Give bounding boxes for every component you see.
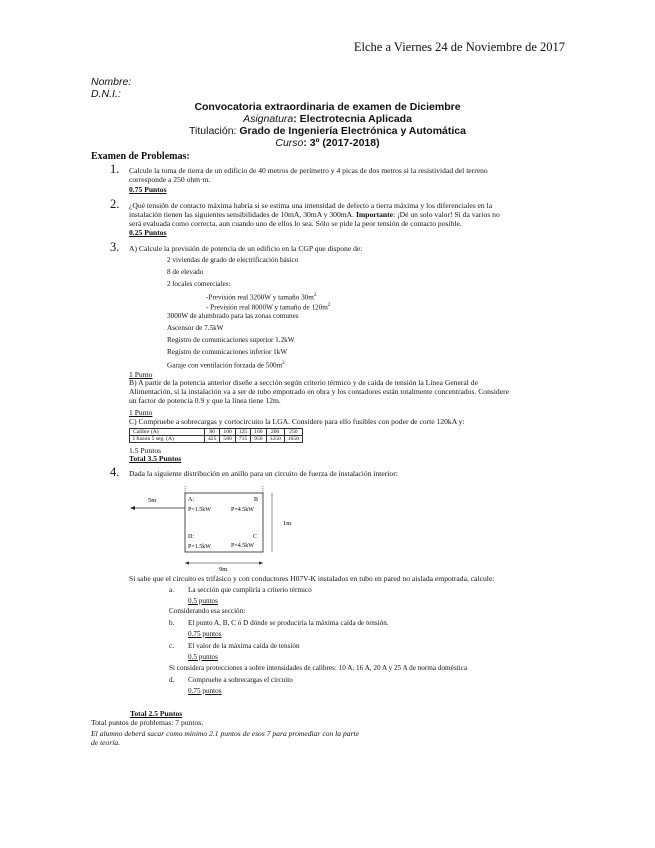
q2-text-3: será evaluada como correcta, aun cuando uno de ellos lo sea. Sólo se pide la peor tensión de contacto posible. — [129, 219, 462, 228]
titulacion-label: Titulación: — [189, 125, 240, 137]
point-b-label: B — [254, 497, 259, 503]
q4-b-points: 0.75 puntos — [188, 630, 222, 638]
q4-a-label: a. — [169, 586, 174, 594]
dist-right-label: 1m — [283, 520, 292, 527]
q2-number: 2. — [110, 197, 120, 211]
curso-value: : 3º (2017-2018) — [303, 137, 380, 149]
point-b-power: P=4.5kW — [231, 507, 254, 513]
point-c-power: P=4.5kW — [231, 543, 254, 549]
q2-text-2a: instalación tienen las siguientes sensibilidades de 10mA, 30mA y 300mA. — [129, 210, 356, 219]
q4-b-label: b. — [169, 619, 175, 627]
footer-note-1: El alumno deberá sacar como mínimo 2.1 puntos de esos 7 para promediar con la parte — [91, 729, 360, 738]
table-cell: 160 — [251, 429, 266, 436]
dist-left-label: 5m — [148, 497, 157, 504]
q1-points: 0.75 Puntos — [129, 185, 167, 194]
table-cell: 80 — [205, 429, 220, 436]
table-cell: I fusión 5 seg. (A) — [130, 436, 205, 443]
q2-text-2c: : ¡Dé un solo valor! Si da varios no — [393, 210, 500, 219]
q4-a-points: 0.5 puntos — [188, 597, 218, 605]
q3-item: Registro de comunicaciones inferior 1kW — [167, 348, 288, 356]
nombre-label: Nombre: — [91, 76, 132, 88]
q4-considering: Considerando esa sección: — [169, 607, 246, 615]
q3-item: 2 locales comerciales: — [167, 280, 231, 288]
point-c-label: C — [253, 534, 258, 540]
q3-item — [206, 301, 330, 312]
table-cell: 1250 — [266, 436, 284, 443]
q3-item: Ascensor de 7.5kW — [167, 324, 224, 332]
table-cell: 950 — [251, 436, 266, 443]
q4-c-text: El valor de la máxima caída de tensión — [188, 642, 300, 650]
q3-item: Registro de comunicaciones superior 1.2kW — [167, 336, 295, 344]
q3-partb-3: un factor de potencia 0.9 y que la línea tiene 12m. — [129, 396, 281, 405]
footer-note-2: de teoría. — [91, 738, 121, 747]
q4-intro: Dada la siguiente distribución en anillo para un circuito de fuerza de instalación interior: — [129, 469, 398, 478]
q4-a-text: La sección que cumpliría a criterio térmico — [188, 586, 312, 594]
q3-superscript: 2 — [313, 293, 317, 298]
q4-protections: Si considera protecciones a sobre intensidades de calibres: 10 A, 16 A, 20 A y 25 A de norma doméstica — [169, 664, 468, 672]
q3-points-b: 1 Punto — [129, 408, 153, 417]
q3-item: 8 de elevado — [167, 268, 204, 276]
dist-bottom-label: 9m — [219, 566, 228, 572]
table-cell: Calibre (A) — [130, 429, 205, 436]
q3-points-a: 1 Punto — [129, 370, 153, 379]
q4-c-label: c. — [169, 642, 174, 650]
total-points: Total puntos de problemas: 7 puntos. — [91, 718, 204, 727]
q3-superscript: 2 — [327, 303, 331, 308]
q3-partb-1: B) A partir de la potencia anterior diseñe a sección según criterio térmico y de caída de tensión la Línea General de — [129, 378, 478, 387]
q3-points-c: 1.5 Puntos — [129, 446, 162, 455]
dni-label: D.N.I.: — [91, 88, 121, 100]
asignatura-label: Asignatura — [243, 113, 294, 125]
arrow-head — [185, 562, 189, 565]
point-a-label: A: — [188, 497, 194, 503]
table-cell: 715 — [235, 436, 250, 443]
fuse-table — [129, 428, 303, 443]
q3-partc: C) Compruebe a sobrecargas y cortocircuito la LGA. Considere para ello fusibles con poder de corte 120kA y: — [129, 417, 465, 426]
point-d-power: P=1.5kW — [188, 544, 211, 550]
curso-line — [0, 137, 655, 149]
table-cell: 580 — [220, 436, 235, 443]
q4-text-1: Si sabe que el circuito es trifásico y con conductores H07V-K instalados en tubo en pared no aislada empotrada, calcule: — [129, 574, 495, 583]
exam-title: Convocatoria extraordinaria de examen de Diciembre — [194, 101, 461, 113]
q3-superscript: 2 — [282, 361, 285, 366]
table-cell: 425 — [205, 436, 220, 443]
q3-item — [167, 359, 285, 370]
q4-b-text: El punto A, B, C ó D dónde se produciría la máxima caída de tensión. — [188, 619, 389, 627]
q3-item-text: -Previsión real 3200W y tamaño 30m — [206, 293, 314, 302]
q3-intro: A) Calcule la previsión de potencia de un edificio en la CGP que dispone de: — [129, 244, 363, 253]
q3-total: Total 3.5 Puntos — [129, 454, 182, 463]
titulacion-line — [0, 125, 655, 137]
table-cell: 125 — [235, 429, 250, 436]
q4-number: 4. — [110, 465, 120, 479]
table-cell: 1650 — [284, 436, 302, 443]
table-row — [130, 436, 303, 443]
table-cell: 100 — [220, 429, 235, 436]
q1-number: 1. — [110, 162, 120, 176]
q3-item: 3000W de alumbrado para las zonas comunes — [167, 312, 299, 320]
q4-d-text: Compruebe a sobrecargas el circuito — [188, 676, 293, 684]
asignatura-value: : Electrotecnia Aplicada — [293, 113, 412, 125]
q4-total: Total 2.5 Puntos — [130, 709, 183, 718]
q3-item-text: - Previsión real 8000W y tamaño de 120m — [206, 303, 328, 312]
q1-text-2: corresponde a 250 ohm·m. — [129, 175, 211, 184]
section-title: Examen de Problemas: — [91, 151, 190, 162]
ring-circuit-diagram — [130, 480, 430, 572]
titulacion-value: Grado de Ingeniería Electrónica y Automática — [239, 125, 466, 137]
table-cell: 250 — [284, 429, 302, 436]
document-date: Elche a Viernes 24 de Noviembre de 2017 — [353, 40, 565, 54]
q2-important: Importante — [355, 210, 394, 219]
q4-d-label: d. — [169, 676, 175, 684]
asignatura-line — [0, 113, 655, 125]
q2-text-2 — [129, 210, 500, 219]
point-a-power: P=1.5kW — [188, 507, 211, 513]
arrow-head-left — [130, 506, 135, 510]
arrow-head — [259, 562, 263, 565]
q3-item-text: Garaje con ventilación forzada de 500m — [167, 361, 283, 370]
curso-label: Curso — [275, 137, 304, 149]
q3-number: 3. — [110, 240, 120, 254]
q1-text-1: Calcule la toma de tierra de un edificio de 40 metros de perímetro y 4 picas de dos metros si la resistividad del terreno — [129, 166, 488, 175]
q4-c-points: 0.5 puntos — [188, 653, 218, 661]
table-cell: 200 — [266, 429, 284, 436]
q3-partb-2: Alimentación, si la instalación va a ser de tubo empotrado en obra y los contadores están totalmente concentrados. Considere — [129, 387, 509, 396]
q2-text-1: ¿Qué tensión de contacto máxima habría si se estima una intensidad de defecto a tierra máxima y los diferenciales en la — [129, 201, 493, 210]
q4-d-points: 0.75 puntos — [188, 687, 222, 695]
point-d-label: D: — [188, 534, 194, 540]
table-row — [130, 429, 303, 436]
q2-points: 0.25 Puntos — [129, 228, 167, 237]
q3-item: 2 viviendas de grado de electrificación básico — [167, 256, 299, 264]
